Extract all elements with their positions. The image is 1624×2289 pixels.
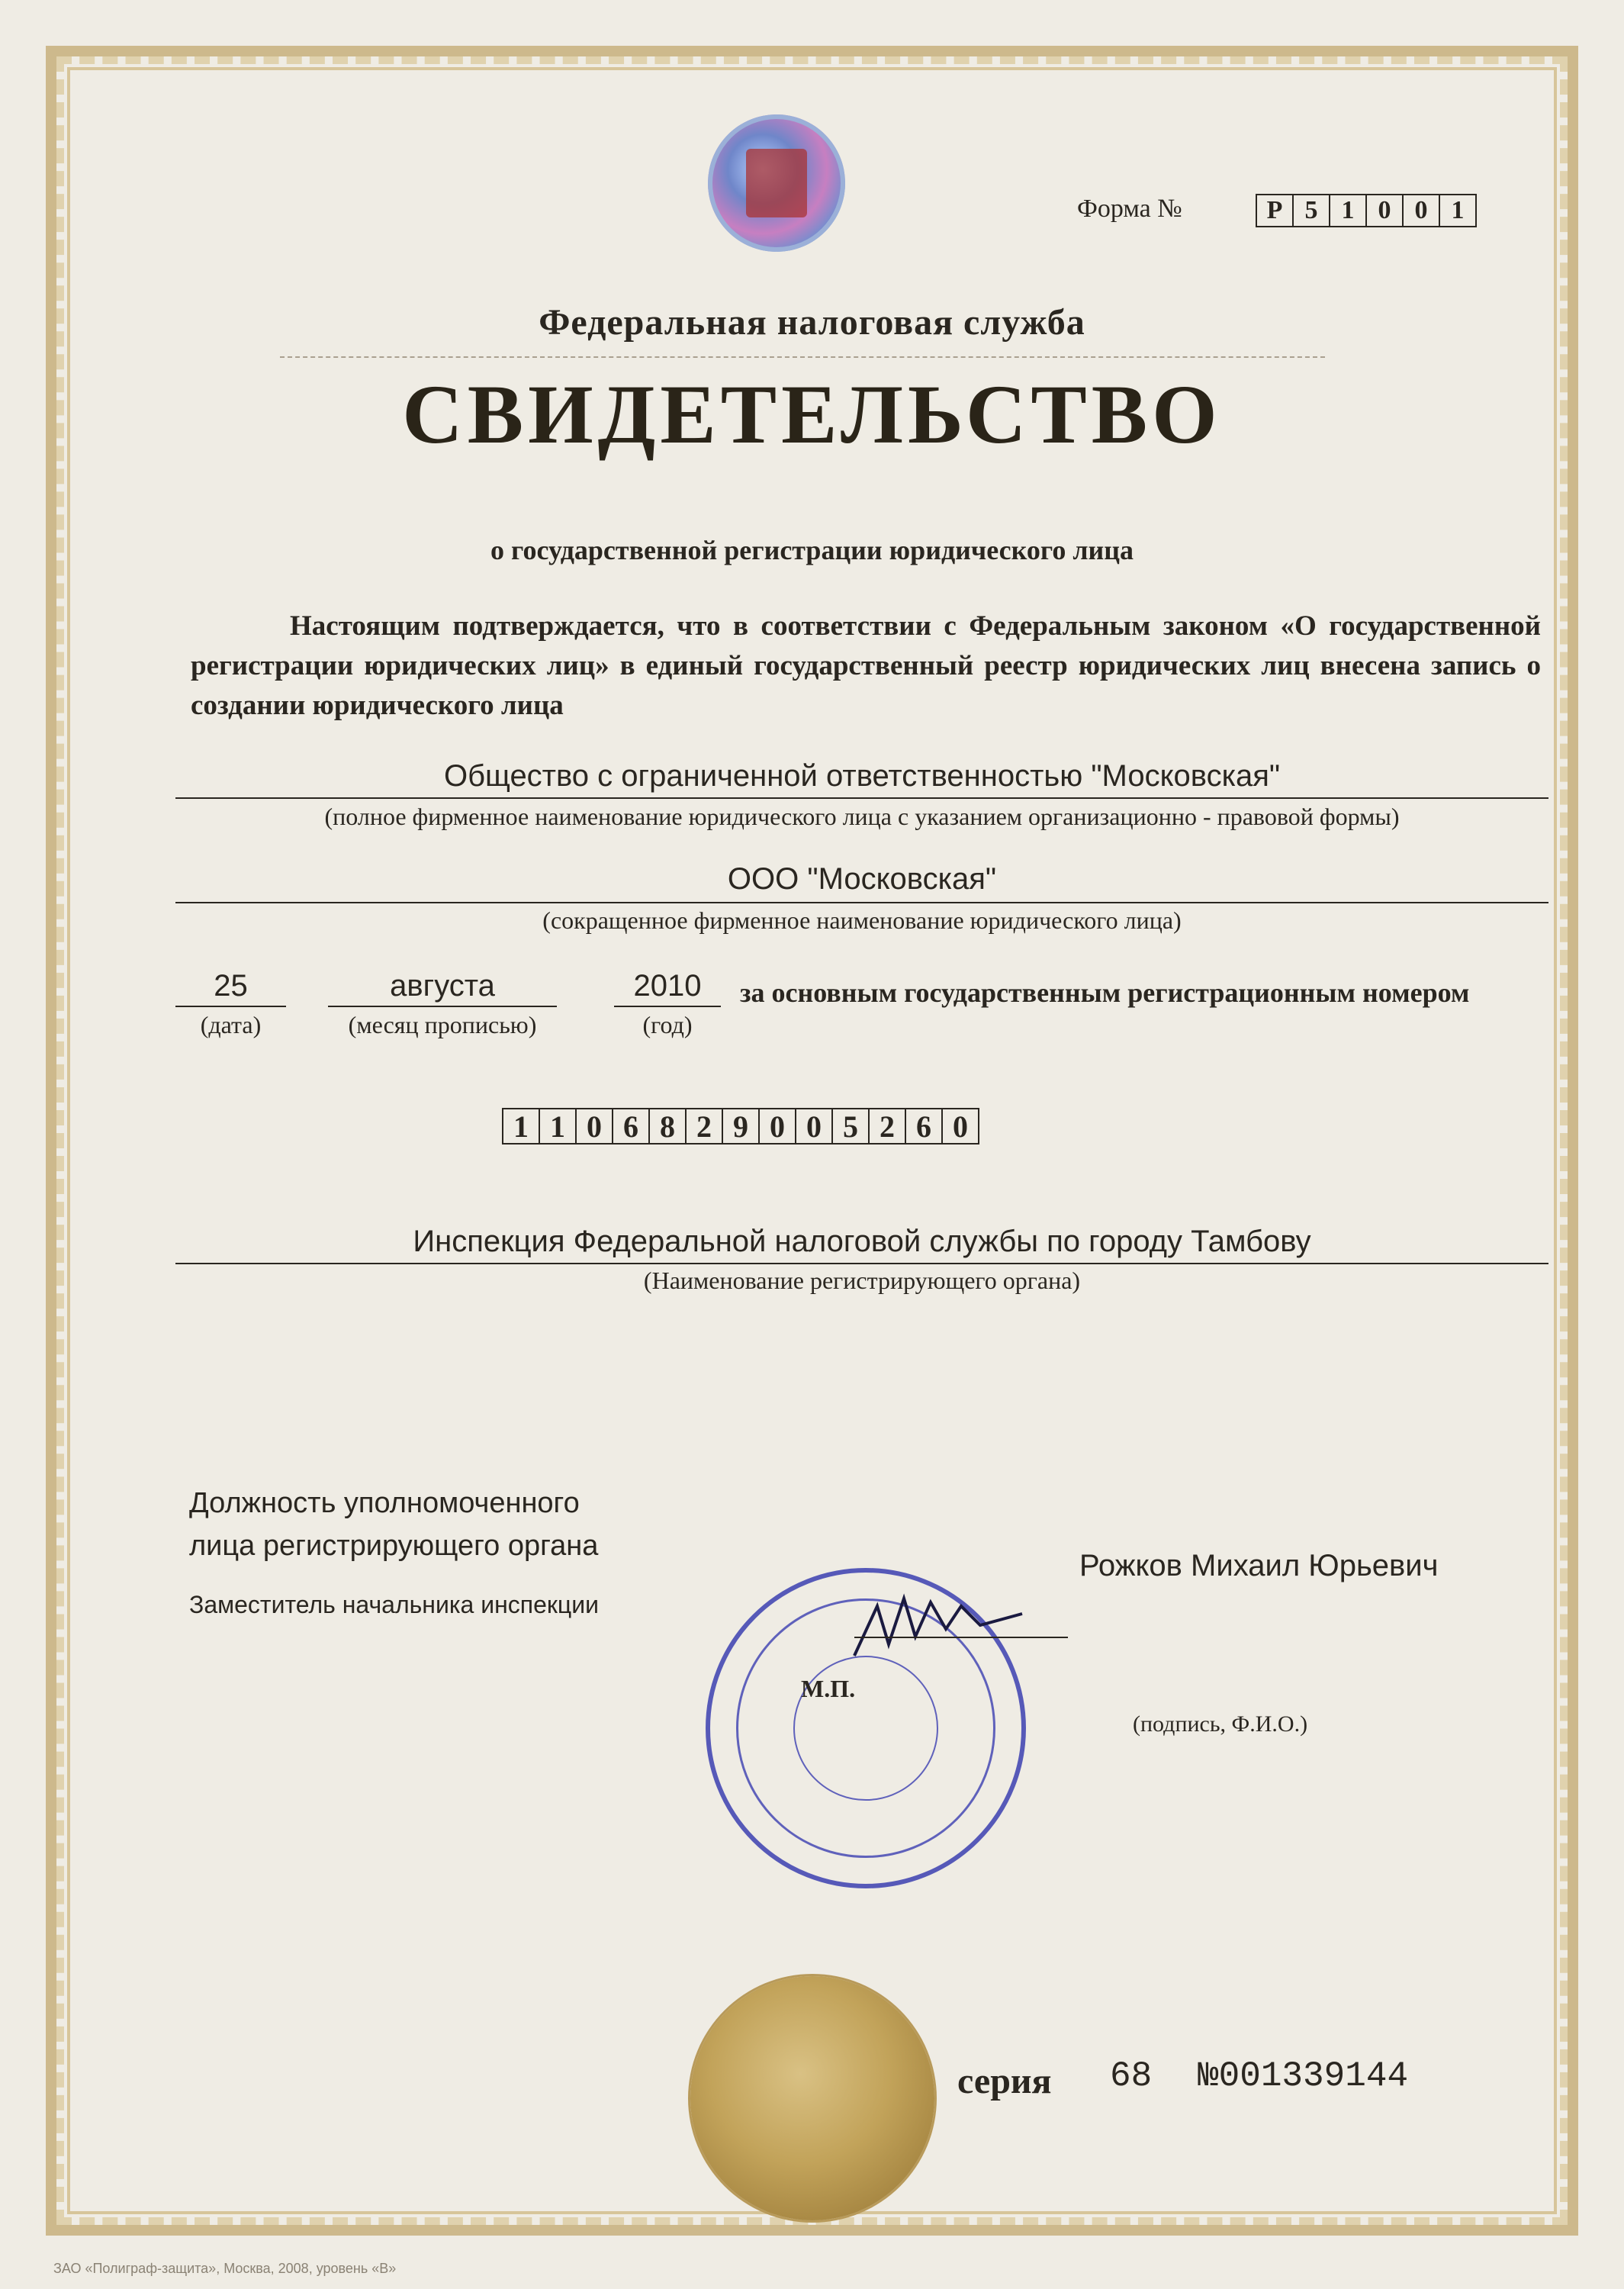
stamp-place-label: М.П. (801, 1675, 856, 1702)
document-number: №001339144 (1198, 2056, 1409, 2096)
registration-day: 25 (175, 969, 286, 1007)
short-company-name-caption: (сокращенное фирменное наименование юридического лица) (542, 906, 1182, 934)
signature-line (854, 1637, 1068, 1638)
agency-name: Федеральная налоговая служба (539, 302, 1085, 343)
form-number-boxes (1257, 194, 1477, 227)
form-number-digit: 1 (1439, 194, 1477, 227)
series-label: серия (957, 2061, 1052, 2101)
form-number-label: Форма № (1077, 195, 1182, 223)
ogrn-label: за основным государственным регистрационным номером (740, 977, 1470, 1008)
registering-authority: Инспекция Федеральной налоговой службы по городу Тамбову (175, 1225, 1548, 1264)
year-caption: (год) (642, 1011, 693, 1038)
registering-authority-caption: (Наименование регистрирующего органа) (643, 1267, 1081, 1294)
signer-name: Рожков Михаил Юрьевич (1079, 1549, 1439, 1582)
ogrn-digit: 6 (612, 1108, 650, 1144)
ogrn-digit: 0 (575, 1108, 613, 1144)
ogrn-digit: 0 (941, 1108, 979, 1144)
series-number: 68 (1110, 2056, 1153, 2096)
document-subtitle: о государственной регистрации юридического лица (490, 535, 1134, 565)
hologram-emblem-icon (746, 149, 807, 217)
ogrn-digit: 5 (831, 1108, 870, 1144)
ogrn-digit: 1 (539, 1108, 577, 1144)
position-value: Заместитель начальника инспекции (189, 1591, 599, 1618)
ogrn-digit: 0 (795, 1108, 833, 1144)
short-company-name: ООО "Московская" (175, 862, 1548, 903)
full-company-name-caption: (полное фирменное наименование юридического лица с указанием организационно - правовой формы) (324, 803, 1400, 830)
ogrn-digit: 2 (685, 1108, 723, 1144)
full-company-name: Общество с ограниченной ответственностью "Московская" (175, 759, 1548, 799)
registration-month: августа (328, 969, 557, 1007)
day-caption: (дата) (200, 1011, 262, 1038)
ogrn-digit: 6 (905, 1108, 943, 1144)
signature-caption: (подпись, Ф.И.О.) (1133, 1711, 1308, 1737)
form-number-digit: 1 (1329, 194, 1367, 227)
form-number-digit: 0 (1365, 194, 1404, 227)
document-title: СВИДЕТЕЛЬСТВО (402, 368, 1222, 461)
ogrn-digit: 2 (868, 1108, 906, 1144)
form-number-digit: 5 (1292, 194, 1330, 227)
form-number-digit: 0 (1402, 194, 1440, 227)
form-number-digit: Р (1256, 194, 1294, 227)
ogrn-digit: 1 (502, 1108, 540, 1144)
ogrn-number-boxes (503, 1108, 979, 1144)
certification-paragraph: Настоящим подтверждается, что в соответствии с Федеральным законом «О государственной регистрации юридических лиц» в единый государственный реестр юридических лиц внесена запись о создании юридического лица (191, 610, 1541, 721)
position-label-line-1: Должность уполномоченного (189, 1487, 580, 1519)
gold-seal-icon (690, 1976, 934, 2220)
registration-year: 2010 (614, 969, 721, 1007)
signature-icon (847, 1583, 1030, 1675)
ogrn-digit: 0 (758, 1108, 796, 1144)
agency-divider (280, 356, 1325, 358)
month-caption: (месяц прописью) (348, 1011, 537, 1038)
position-label (189, 1482, 598, 1567)
printer-imprint: ЗАО «Полиграф-защита», Москва, 2008, уровень «В» (53, 2261, 397, 2276)
ogrn-digit: 9 (722, 1108, 760, 1144)
position-label-line-2: лица регистрирующего органа (189, 1530, 599, 1562)
ogrn-digit: 8 (648, 1108, 687, 1144)
